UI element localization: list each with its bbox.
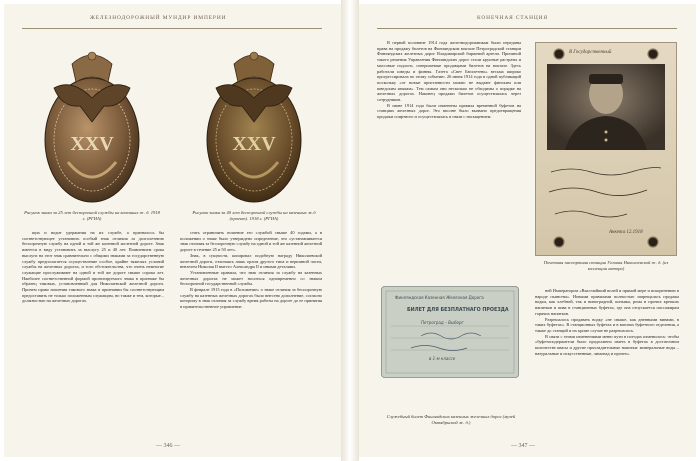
badge-40-caption: Рисунок знака за 40 лет беспорочной службы на казенных ж.д (проект). 1918 г. (РГИА) <box>192 210 316 221</box>
paragraph: В феврале 1915 года в «Положение» о знаке отличия за беспорочную службу на казенных железных дорогах было внесено дополнение, согласно которому в знак отличия за службу время работы на дороге до ее принятия в правительственное управление. <box>180 287 322 310</box>
paragraph: Разрешалось продавать водку «не свыше, как дневными винами, в таких буфетах». В станционных буфетах и в вагонах буфетного отделения, а также до станций и их кроме случае не разрешалось. <box>535 316 679 333</box>
running-head-left: ЖЕЛЕЗНОДОРОЖНЫЙ МУНДИР ИМПЕРИИ <box>90 15 227 21</box>
service-ticket-image <box>381 286 519 378</box>
ticket-caption: Служебный билет Финляндских казенных железных дорог (музей Октябрьской ж. д.) <box>386 414 516 425</box>
ticket-line-2: в 1-м классе <box>429 356 456 361</box>
book-gutter <box>341 0 359 461</box>
paragraph: В связи с этими изменениями меню пути в поездах изменилось: чтобы «буфетоподержатели было продолжено иметь в буфетах в достаточном количестве квасы и другие прохладительные напитки: минеральные воды – натуральные и искусственные, лимонад и прочее». <box>535 333 679 356</box>
page-number-right: — 347 — <box>511 443 535 449</box>
paragraph: В июне 1914 года были изменены правила временной буфетов на станциях железных дорог. Это вполне было вызвано предотвращения продажи спиртного и осуществлялась в связи с насыщением. <box>377 102 521 120</box>
photo-signature: Анкета 12.1918 <box>609 230 643 235</box>
paragraph: ней Императором «Высочайший волей и прямой мере и искоренению в народе пьянства». Новыми правилами полностью запрещалась продажа водки, как хлебной, так и виноградной, коньяка, рома и прочих крепких напитков и пива в станционных буфетах, где она отпускается пассажирам горячих напитков. <box>535 288 679 316</box>
badge-40-numeral: XXV <box>232 133 276 155</box>
right-page <box>359 4 696 457</box>
running-head-right: КОНЕЧНАЯ СТАНЦИЯ <box>477 15 548 21</box>
badge-25-numeral: XXV <box>70 133 114 155</box>
header-rule <box>22 28 322 29</box>
badge-25-caption: Рисунок знака за 25 лет беспорочной службы на казенных ж. д. 1918 г. (РГИА) <box>24 210 160 221</box>
badge-25-image <box>38 42 146 207</box>
photo-card-image <box>535 42 677 256</box>
ticket-title: БИЛЕТ ДЛЯ БЕЗПЛАТНАГО ПРОЕЗДА <box>407 308 509 313</box>
page-number-left: — 346 — <box>156 443 180 449</box>
paragraph: В первой половине 1914 года железнодорожникам были переданы права на продажу билетов на Финляндском вокзале Петроградской станции Финляндских железных дорог Владимирской биржевой артели. Причиной такого решения Управления Финляндских дорог стали крупные растраты и массовые подлоги, совершаемые продавцами билетов на вокзале. Здесь работали шведы и финны. Газета «Свет Бюллетень» весьма широко прогрессировала по этому событию. 26 июня 1914 года в одной публикаций поскольку «от новые пристанности можно не выдают финским или шведским языкам». Тем самым они несколько не обходимы о порядке на железных дорогах. Наконец продажи билетов осуществлялась через сотрудников. <box>377 40 521 103</box>
paragraph: Знак, в сущности, копировал подобную награду Николаевской железной дороги, отличаясь лишь орлом другого типа и вершиной части, вензелем Николая II вместо Александра II и иными деталями. <box>180 252 322 270</box>
left-column-1 <box>22 230 164 304</box>
photo-caption: Почтовая паспортная станция Угловая Николаевской ж. д. (из коллекции автора) <box>543 260 669 271</box>
left-page <box>4 4 341 457</box>
ticket-heading: Финляндская Казенная Железная Дорога <box>395 295 484 300</box>
paragraph: Установленные правила, что знак отличия за службу на казенных железных дорогах не может носиться одновременно со знаком беспорочной государственной службы. <box>180 269 322 287</box>
left-column-2 <box>180 230 322 310</box>
badge-40-image <box>200 42 308 207</box>
paragraph: щих и водит удержания на их службе, а призналось бы соответствующее установить особый знак отличия за долголетнюю беспорочную службу на одной и той же казенной железной дороге. Знак имеется в виду установить за выслугу 25 и 40 лет. Появлением срока выслуги на этот знак сравнительно с общими знаками за государственную службу предполагается осуществление особое, крайне тяжелых условий службы на железных дорогах, и того обстоятельства, что очень немногие служащие прослуживают на одной и той же дороге свыше сорока лет. Наиболее соответственной формой проектируемого знака в признаке бы образец таковых, установленный для Николаевской железной дороги. Причем право ношения такового знака в признании бы соответствующим предоставить не только положенным служащим, но также и тем, которые... должностью на железных дорогах. <box>22 230 164 304</box>
header-rule <box>377 28 677 29</box>
right-column-2 <box>535 288 679 356</box>
photo-heading: В Государственный <box>569 50 612 55</box>
paragraph: стать ограничить ношение его службой свыше 40 годами, а в положении о знаке было утверждено определение, что «устанавливается знак отличия за беспорочную службу на одной и той же казенной железной дороге в течение 25 и 50 лет». <box>180 230 322 253</box>
right-column-1 <box>377 40 521 120</box>
ticket-line-1: Петроград – Выборг <box>421 320 464 325</box>
